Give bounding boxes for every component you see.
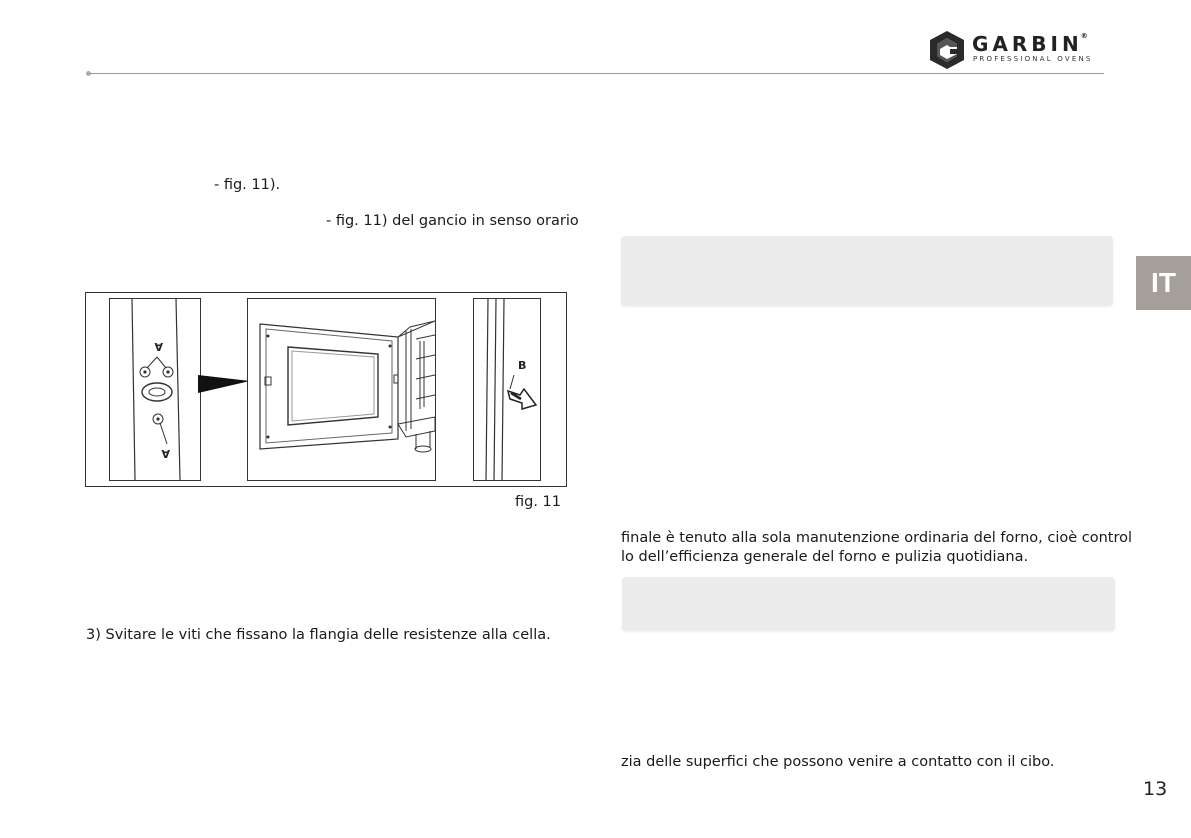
figure-panel-detail-a xyxy=(109,298,201,481)
label-a-top: A xyxy=(154,340,163,353)
brand-tagline: PROFESSIONAL OVENS xyxy=(973,55,1093,63)
callout-box-2 xyxy=(622,577,1115,631)
brand-name: GARBIN® xyxy=(972,32,1088,56)
fig-ref-line-2: - fig. 11) del gancio in senso orario xyxy=(326,213,579,229)
label-b: B xyxy=(518,359,527,372)
oven-drawing xyxy=(248,299,435,480)
brand-mark: ® xyxy=(1080,32,1088,40)
maintenance-para-line-1: finale è tenuto alla sola manutenzione ordinaria del forno, cioè control xyxy=(621,530,1133,546)
figure-11 xyxy=(85,292,567,487)
fig-ref-line-1: - fig. 11). xyxy=(214,177,281,193)
figure-panel-detail-b xyxy=(473,298,541,481)
hygiene-line: zia delle superfici che possono venire a contatto con il cibo. xyxy=(621,754,1055,770)
callout-box-1 xyxy=(621,236,1113,306)
label-a-bottom: A xyxy=(161,447,170,460)
figure-panel-oven xyxy=(247,298,436,481)
language-tab-it: IT xyxy=(1136,256,1191,310)
detail-b-drawing xyxy=(474,299,540,480)
detail-a-drawing xyxy=(110,299,200,480)
maintenance-para-line-2: lo dell’efficienza generale del forno e pulizia quotidiana. xyxy=(621,549,1029,565)
garbin-logo-icon xyxy=(928,30,966,70)
figure-caption: fig. 11 xyxy=(515,494,562,510)
zoom-pointer xyxy=(198,371,250,395)
step-3-text: 3) Svitare le viti che fissano la flangia delle resistenze alla cella. xyxy=(86,627,551,643)
garbin-logo xyxy=(928,30,1108,70)
page-number: 13 xyxy=(1143,778,1168,800)
header-rule xyxy=(87,73,1104,74)
